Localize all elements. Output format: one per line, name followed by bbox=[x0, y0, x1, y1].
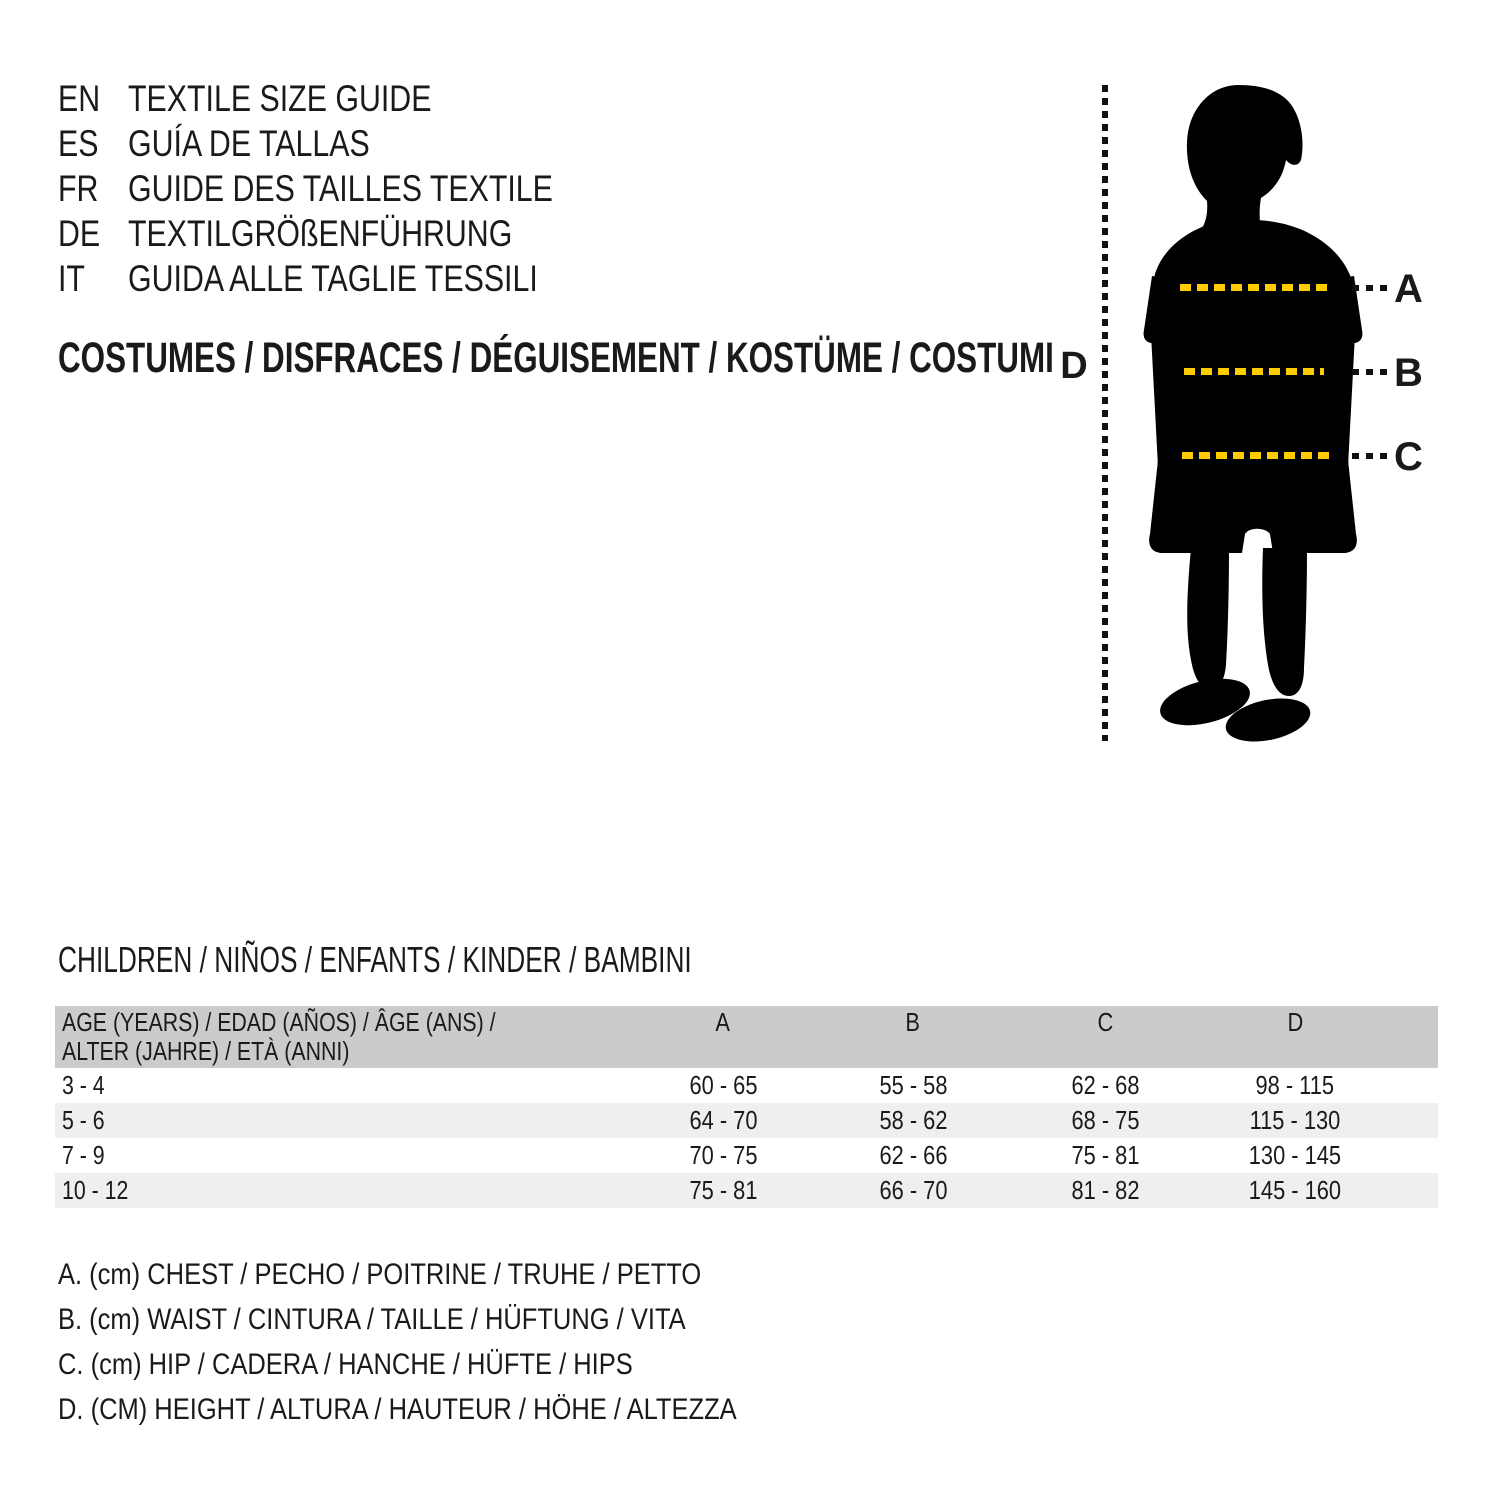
age-value: 5 - 6 bbox=[62, 1105, 105, 1135]
waist-cell bbox=[818, 1140, 1008, 1171]
legend-waist-text: B. (cm) WAIST / CINTURA / TAILLE / HÜFTUNG / VITA bbox=[58, 1303, 686, 1336]
hip-cell bbox=[1008, 1070, 1202, 1101]
age-cell bbox=[55, 1105, 628, 1136]
lang-row-fr bbox=[58, 166, 646, 211]
height-value: 130 - 145 bbox=[1248, 1140, 1342, 1170]
lang-code-text: ES bbox=[58, 123, 99, 164]
table-row bbox=[55, 1138, 1438, 1173]
chest-leader-line bbox=[1352, 285, 1390, 291]
silhouette-left-leg bbox=[1187, 548, 1229, 689]
lang-title: GUÍA DE TALLAS bbox=[128, 123, 370, 164]
chest-value: 75 - 81 bbox=[688, 1175, 757, 1205]
chest-cell bbox=[628, 1140, 818, 1171]
legend-height-text: D. (CM) HEIGHT / ALTURA / HAUTEUR / HÖHE / ALTEZZA bbox=[58, 1393, 737, 1426]
legend-chest-text: A. (cm) CHEST / PECHO / POITRINE / TRUHE / PETTO bbox=[58, 1258, 702, 1291]
waist-value: 55 - 58 bbox=[878, 1070, 947, 1100]
waist-value: 62 - 66 bbox=[878, 1140, 947, 1170]
silhouette-head bbox=[1187, 85, 1303, 243]
chest-cell bbox=[628, 1175, 818, 1206]
legend-hip-text: C. (cm) HIP / CADERA / HANCHE / HÜFTE / HIPS bbox=[58, 1348, 633, 1381]
lang-code bbox=[58, 256, 128, 301]
measure-label-d: D bbox=[1060, 345, 1088, 387]
lang-code-text: DE bbox=[58, 213, 101, 254]
legend-height bbox=[58, 1387, 856, 1432]
chest-measure-line bbox=[1180, 284, 1330, 291]
table-row bbox=[55, 1068, 1438, 1103]
column-header-b-text: B bbox=[905, 1007, 921, 1037]
hip-leader-line bbox=[1352, 453, 1390, 459]
language-title-list bbox=[58, 76, 646, 301]
age-header-line1: AGE (YEARS) / EDAD (AÑOS) / ÂGE (ANS) / bbox=[62, 1007, 496, 1037]
lang-row-de bbox=[58, 211, 646, 256]
height-measure-dotted-line bbox=[1102, 85, 1108, 741]
column-header-c-text: C bbox=[1097, 1007, 1113, 1037]
lang-code bbox=[58, 211, 128, 256]
column-header-c bbox=[1008, 1008, 1202, 1068]
child-silhouette bbox=[1128, 82, 1378, 742]
lang-code bbox=[58, 166, 128, 211]
table-section-title-text: CHILDREN / NIÑOS / ENFANTS / KINDER / BAMBINI bbox=[58, 939, 692, 980]
waist-leader-line bbox=[1352, 369, 1390, 375]
height-cell bbox=[1202, 1175, 1438, 1206]
height-cell bbox=[1202, 1070, 1438, 1101]
age-cell bbox=[55, 1175, 628, 1206]
waist-value: 66 - 70 bbox=[878, 1175, 947, 1205]
lang-row-en bbox=[58, 76, 646, 121]
size-table bbox=[55, 1006, 1438, 1208]
measure-label-b: B bbox=[1394, 351, 1423, 395]
table-row bbox=[55, 1103, 1438, 1138]
chest-value: 60 - 65 bbox=[688, 1070, 757, 1100]
lang-title: TEXTILE SIZE GUIDE bbox=[128, 78, 432, 119]
lang-code-text: IT bbox=[58, 258, 85, 299]
age-header-line2: ALTER (JAHRE) / ETÀ (ANNI) bbox=[62, 1036, 350, 1066]
lang-title: TEXTILGRÖßENFÜHRUNG bbox=[128, 213, 513, 254]
hip-measure-line bbox=[1182, 452, 1330, 459]
measurement-legend bbox=[58, 1252, 856, 1432]
chest-value: 64 - 70 bbox=[688, 1105, 757, 1135]
legend-waist bbox=[58, 1297, 856, 1342]
age-column-header bbox=[55, 1008, 628, 1068]
table-header-row bbox=[55, 1006, 1438, 1068]
waist-cell bbox=[818, 1175, 1008, 1206]
lang-code bbox=[58, 121, 128, 166]
waist-cell bbox=[818, 1070, 1008, 1101]
category-line-text: COSTUMES / DISFRACES / DÉGUISEMENT / KOSTÜME / COSTUMI bbox=[58, 334, 1054, 382]
lang-code bbox=[58, 76, 128, 121]
height-cell bbox=[1202, 1140, 1438, 1171]
chest-value: 70 - 75 bbox=[688, 1140, 757, 1170]
age-cell bbox=[55, 1070, 628, 1101]
silhouette-shorts bbox=[1149, 460, 1357, 553]
hip-cell bbox=[1008, 1175, 1202, 1206]
lang-code-text: FR bbox=[58, 168, 99, 209]
measure-label-a: A bbox=[1394, 267, 1423, 311]
height-value: 145 - 160 bbox=[1248, 1175, 1342, 1205]
hip-value: 75 - 81 bbox=[1070, 1140, 1139, 1170]
hip-value: 68 - 75 bbox=[1070, 1105, 1139, 1135]
lang-row-es bbox=[58, 121, 646, 166]
column-header-d bbox=[1202, 1008, 1438, 1068]
waist-value: 58 - 62 bbox=[878, 1105, 947, 1135]
lang-title: GUIDE DES TAILLES TEXTILE bbox=[128, 168, 553, 209]
height-value: 115 - 130 bbox=[1249, 1105, 1341, 1135]
lang-row-it bbox=[58, 256, 646, 301]
column-header-d-text: D bbox=[1287, 1007, 1303, 1037]
age-value: 3 - 4 bbox=[62, 1070, 105, 1100]
age-cell bbox=[55, 1140, 628, 1171]
measure-label-c: C bbox=[1394, 435, 1423, 479]
legend-chest bbox=[58, 1252, 856, 1297]
waist-cell bbox=[818, 1105, 1008, 1136]
height-cell bbox=[1202, 1105, 1438, 1136]
column-header-b bbox=[818, 1008, 1008, 1068]
chest-cell bbox=[628, 1105, 818, 1136]
table-section-title bbox=[58, 939, 926, 980]
silhouette-right-leg bbox=[1262, 548, 1307, 696]
hip-cell bbox=[1008, 1105, 1202, 1136]
lang-title: GUIDA ALLE TAGLIE TESSILI bbox=[128, 258, 538, 299]
chest-cell bbox=[628, 1070, 818, 1101]
height-value: 98 - 115 bbox=[1255, 1070, 1335, 1100]
hip-cell bbox=[1008, 1140, 1202, 1171]
column-header-a-text: A bbox=[715, 1007, 731, 1037]
hip-value: 62 - 68 bbox=[1070, 1070, 1139, 1100]
table-row bbox=[55, 1173, 1438, 1208]
hip-value: 81 - 82 bbox=[1070, 1175, 1139, 1205]
column-header-a bbox=[628, 1008, 818, 1068]
waist-measure-line bbox=[1184, 368, 1324, 375]
lang-code-text: EN bbox=[58, 78, 101, 119]
legend-hip bbox=[58, 1342, 856, 1387]
age-value: 7 - 9 bbox=[62, 1140, 105, 1170]
age-value: 10 - 12 bbox=[62, 1175, 129, 1205]
